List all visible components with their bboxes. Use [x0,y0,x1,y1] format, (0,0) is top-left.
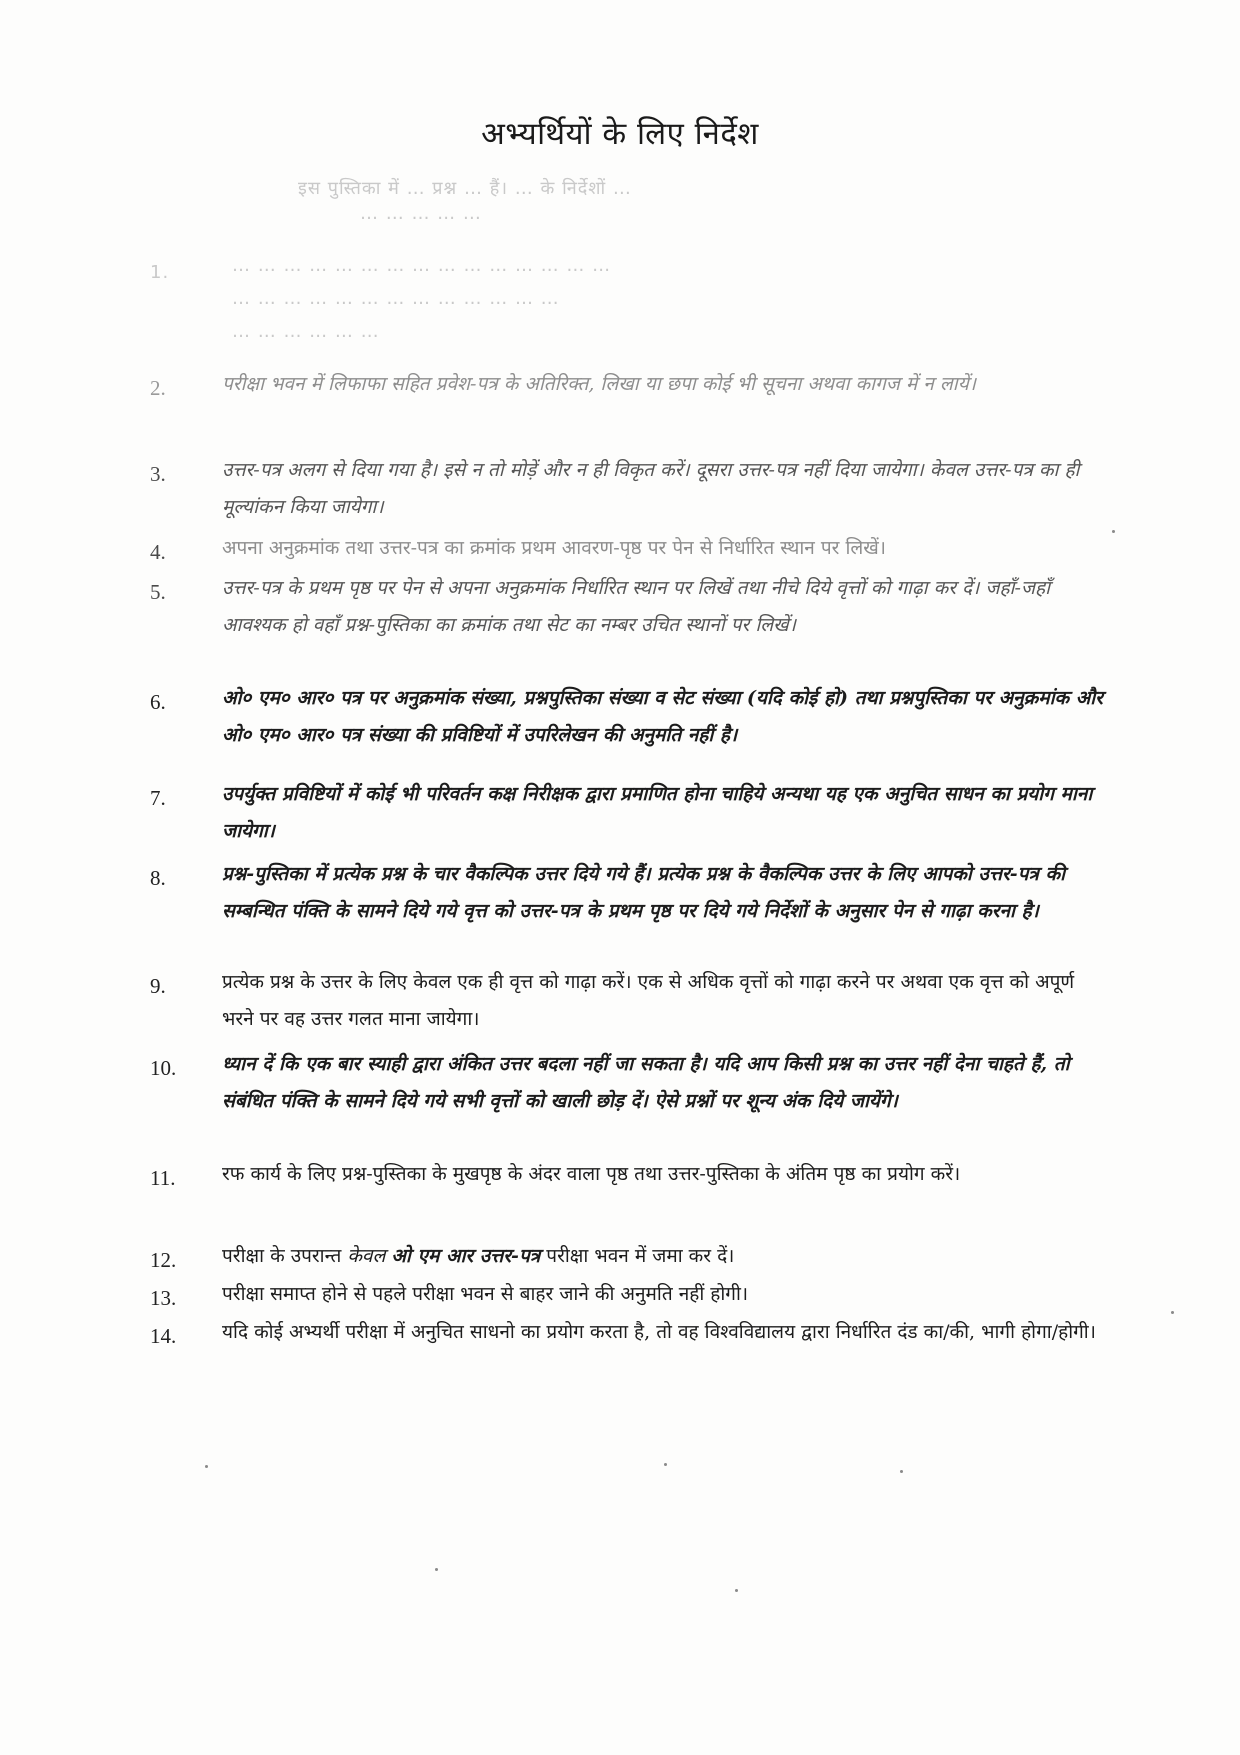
page-title: अभ्यर्थियों के लिए निर्देश [481,116,759,152]
instruction-item-3 [150,452,1110,526]
item-text: परीक्षा समाप्त होने से पहले परीक्षा भवन से बाहर जाने की अनुमति नहीं होगी। [222,1283,749,1305]
item-text: प्रत्येक प्रश्न के उत्तर के लिए केवल एक ही वृत्त को गाढ़ा करें। एक से अधिक वृत्तों को गाढ़ा करने पर अथवा एक वृत्त को अपूर्ण भरने पर वह उत्तर गलत माना जायेगा। [222,971,1075,1030]
instruction-item-9 [150,964,1110,1038]
scan-speck [1112,530,1115,533]
instruction-item-14 [150,1314,1110,1355]
scan-speck [435,1568,438,1571]
instruction-item-12 [150,1238,1110,1279]
faded-line: … … … … … … … … … … … … … [232,288,560,309]
item-text: अपना अनुक्रमांक तथा उत्तर-पत्र का क्रमांक प्रथम आवरण-पृष्ठ पर पेन से निर्धारित स्थान पर लिखें। [222,537,887,559]
instruction-item-2 [150,366,1110,407]
item-number: 12. [150,1248,177,1272]
instruction-item-5 [150,570,1110,644]
scan-speck [205,1465,208,1468]
faded-line: … … … … … … … … … … … … … … … [232,255,612,276]
item-text: प्रश्न-पुस्तिका में प्रत्येक प्रश्न के चार वैकल्पिक उत्तर दिये गये हैं। प्रत्येक प्रश्न के वैकल्पिक उत्तर के लिए आपको उत्तर-पत्र की सम्बन्धित पंक्ति के सामने दिये गये वृत्त को उत्तर-पत्र के प्रथम पृष्ठ पर दिये गये निर्देशों के अनुसार पेन से गाढ़ा करना है। [222,863,1066,922]
item-number: 2. [150,376,166,400]
item-text: ओ० एम० आर० पत्र पर अनुक्रमांक संख्या, प्रश्नपुस्तिका संख्या व सेट संख्या (यदि कोई हो) तथा प्रश्नपुस्तिका पर अनुक्रमांक और ओ० एम० आर० पत्र संख्या की प्रविष्टियों में उपरिलेखन की अनुमति नहीं है। [222,687,1103,746]
item-text-after: परीक्षा भवन में जमा कर दें। [540,1245,735,1267]
item-text: रफ कार्य के लिए प्रश्न-पुस्तिका के मुखपृष्ठ के अंदर वाला पृष्ठ तथा उत्तर-पुस्तिका के अंतिम पृष्ठ का प्रयोग करें। [222,1163,961,1185]
faded-line: … … … … … [360,203,482,224]
faded-line: … … … … … … [232,321,380,342]
item-number: 13. [150,1286,177,1310]
item-number: 11. [150,1166,176,1190]
item-text: यदि कोई अभ्यर्थी परीक्षा में अनुचित साधनो का प्रयोग करता है, तो वह विश्वविद्यालय द्वारा निर्धारित दंड का/की, भागी होगा/होगी। [222,1321,1096,1343]
item-number: 14. [150,1324,177,1348]
item-number: 6. [150,690,166,714]
instruction-item-11 [150,1156,1110,1197]
faded-item-number: 1. [150,262,170,283]
instruction-item-10 [150,1046,1110,1120]
scan-speck [900,1470,903,1473]
instruction-item-6 [150,680,1110,754]
item-text: उत्तर-पत्र के प्रथम पृष्ठ पर पेन से अपना अनुक्रमांक निर्धारित स्थान पर लिखें तथा नीचे दिये वृत्तों को गाढ़ा कर दें। जहाँ-जहाँ आवश्यक हो वहाँ प्रश्न-पुस्तिका का क्रमांक तथा सेट का नम्बर उचित स्थानों पर लिखें। [222,577,1051,636]
item-number: 7. [150,786,166,810]
item-text: उत्तर-पत्र अलग से दिया गया है। इसे न तो मोड़ें और न ही विकृत करें। दूसरा उत्तर-पत्र नहीं दिया जायेगा। केवल उत्तर-पत्र का ही मूल्यांकन किया जायेगा। [222,459,1080,518]
item-number: 4. [150,540,166,564]
item-number: 9. [150,974,166,998]
item-text: परीक्षा भवन में लिफाफा सहित प्रवेश-पत्र के अतिरिक्त, लिखा या छपा कोई भी सूचना अथवा कागज में न लायें। [222,373,976,395]
instruction-item-4 [150,530,1110,571]
item-number: 8. [150,866,166,890]
instruction-item-13 [150,1276,1110,1317]
faded-line: इस पुस्तिका में … प्रश्न … हैं। … के निर्देशों … [298,178,632,199]
item-number: 5. [150,580,166,604]
item-text-bold: ओ एम आर उत्तर-पत्र [391,1245,541,1267]
instruction-item-8 [150,856,1110,930]
item-text [222,1238,1110,1275]
item-number: 10. [150,1056,177,1080]
scan-speck [1171,1311,1174,1314]
scan-speck [664,1463,667,1466]
scan-speck [735,1589,738,1592]
instruction-item-7 [150,776,1110,850]
item-text: उपर्युक्त प्रविष्टियों में कोई भी परिवर्तन कक्ष निरीक्षक द्वारा प्रमाणित होना चाहिये अन्यथा यह एक अनुचित साधन का प्रयोग माना जायेगा। [222,783,1093,842]
item-text: ध्यान दें कि एक बार स्याही द्वारा अंकित उत्तर बदला नहीं जा सकता है। यदि आप किसी प्रश्न का उत्तर नहीं देना चाहते हैं, तो संबंधित पंक्ति के सामने दिये गये सभी वृत्तों को खाली छोड़ दें। ऐसे प्रश्नों पर शून्य अंक दिये जायेंगे। [222,1053,1070,1112]
item-text-italic: केवल [347,1245,392,1267]
item-text-before: परीक्षा के उपरान्त [222,1245,348,1267]
item-number: 3. [150,462,166,486]
